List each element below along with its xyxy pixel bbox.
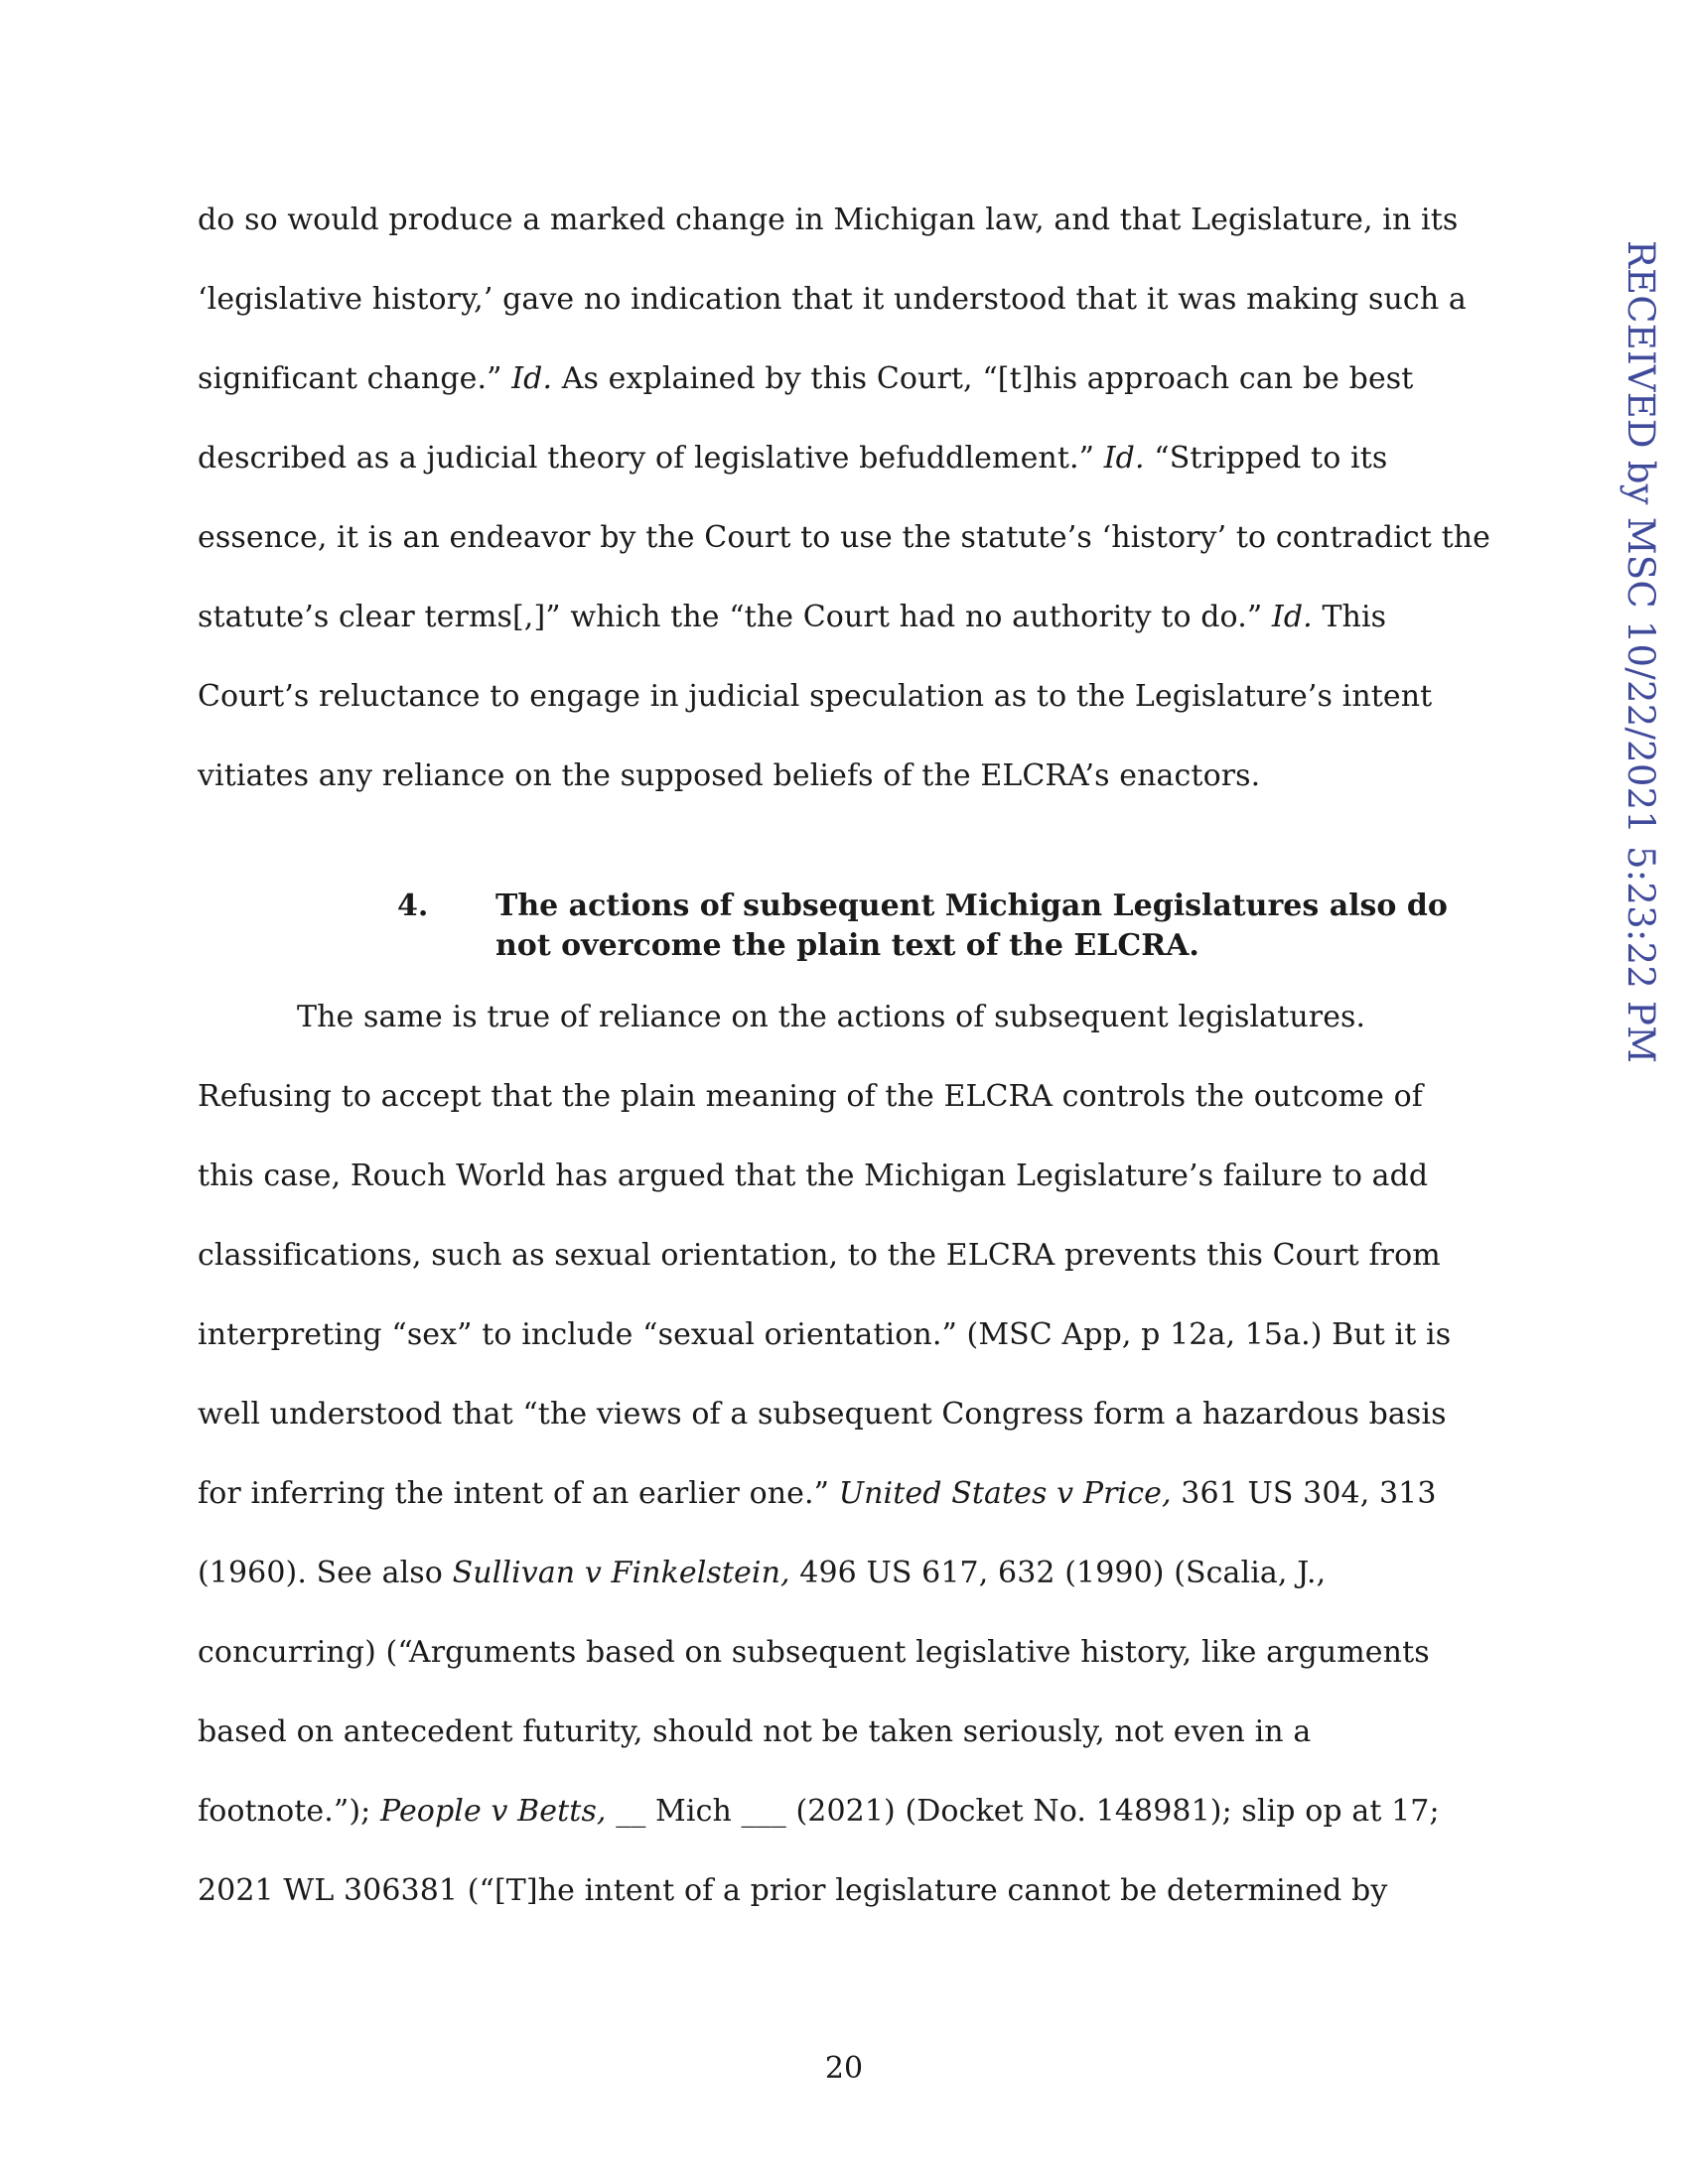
body-line: The same is true of reliance on the actions of subsequent legislatures. (297, 1000, 1366, 1034)
body-line (198, 1554, 1488, 1593)
text-run: As explained by this Court, “[t]his approach can be best (552, 361, 1414, 396)
section-heading-line: not overcome the plain text of the ELCRA. (495, 928, 1199, 963)
body-line (198, 359, 1488, 399)
text-run: statute’s clear terms[,]” which the “the Court had no authority to do.” (198, 600, 1272, 634)
text-run: significant change.” (198, 361, 512, 396)
citation-italic: Id. (1103, 441, 1145, 476)
text-run: for inferring the intent of an earlier one.” (198, 1476, 839, 1511)
body-line: based on antecedent futurity, should not be taken seriously, not even in a (198, 1714, 1312, 1749)
body-line (198, 1792, 1488, 1832)
case-name-italic: United States v Price, (838, 1476, 1172, 1511)
body-line: interpreting “sex” to include “sexual orientation.” (MSC App, p 12a, 15a.) But it is (198, 1317, 1452, 1352)
text-run: (1960). See also (198, 1556, 453, 1590)
body-line: essence, it is an endeavor by the Court to use the statute’s ‘history’ to contradict the (198, 520, 1491, 555)
body-line: do so would produce a marked change in Michigan law, and that Legislature, in its (198, 203, 1459, 237)
body-line: ‘legislative history,’ gave no indication that it understood that it was making such a (198, 282, 1467, 317)
page-number: 20 (824, 2051, 864, 2086)
citation-italic: Id. (511, 361, 553, 396)
text-run: described as a judicial theory of legislative befuddlement.” (198, 441, 1104, 476)
body-line: classifications, such as sexual orientation, to the ELCRA prevents this Court from (198, 1238, 1441, 1273)
received-stamp: RECEIVED by MSC 10/22/2021 5:23:22 PM (1619, 240, 1662, 1064)
body-line: Refusing to accept that the plain meaning of the ELCRA controls the outcome of (198, 1079, 1424, 1114)
citation-italic: Id. (1271, 600, 1313, 634)
text-run: “Stripped to its (1144, 441, 1388, 476)
case-name-italic: People v Betts, (380, 1794, 607, 1829)
section-heading-number: 4. (397, 888, 429, 923)
body-line (198, 598, 1488, 637)
text-run: __ Mich ___ (2021) (Docket No. 148981); slip op at 17; (606, 1794, 1440, 1829)
body-line: concurring) (“Arguments based on subsequent legislative history, like arguments (198, 1635, 1430, 1670)
body-line (198, 439, 1488, 478)
body-line: vitiates any reliance on the supposed beliefs of the ELCRA’s enactors. (198, 758, 1261, 793)
body-line: well understood that “the views of a subsequent Congress form a hazardous basis (198, 1397, 1447, 1432)
text-run: This (1312, 600, 1387, 634)
case-name-italic: Sullivan v Finkelstein, (452, 1556, 790, 1590)
section-heading-line: The actions of subsequent Michigan Legislatures also do (495, 888, 1448, 923)
body-line (198, 1474, 1488, 1514)
text-run: footnote.”); (198, 1794, 380, 1829)
body-line: this case, Rouch World has argued that the Michigan Legislature’s failure to add (198, 1159, 1429, 1193)
text-run: 496 US 617, 632 (1990) (Scalia, J., (789, 1556, 1327, 1590)
body-line: Court’s reluctance to engage in judicial speculation as to the Legislature’s intent (198, 679, 1433, 714)
body-line: 2021 WL 306381 (“[T]he intent of a prior legislature cannot be determined by (198, 1873, 1388, 1908)
text-run: 361 US 304, 313 (1171, 1476, 1437, 1511)
